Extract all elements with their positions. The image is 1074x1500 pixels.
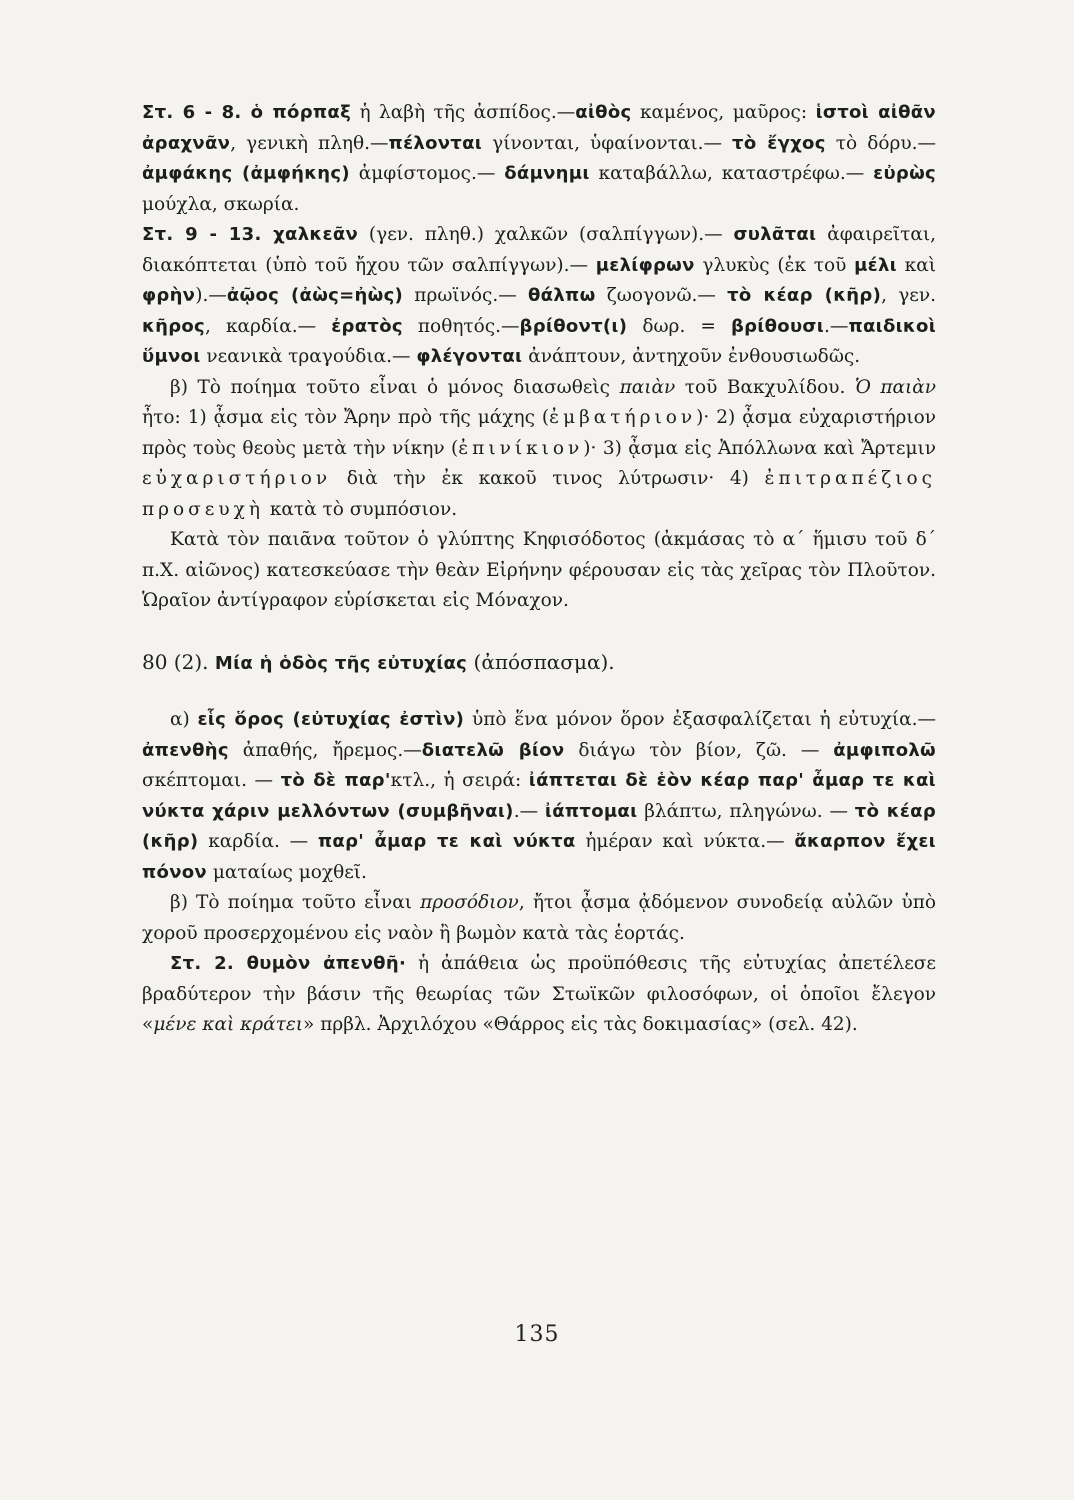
bold-term: συλᾶται <box>733 224 817 245</box>
bold-term: φλέγονται <box>416 346 523 367</box>
italic-term: παιὰν <box>619 376 676 398</box>
text-run: ἀφαιρεῖται, διακόπτεται (ὑπὸ τοῦ ἤχου τῶν σαλπίγγων).— <box>142 224 937 276</box>
text-run: πρωϊνός.— <box>403 285 529 306</box>
bold-term: ἀμφιπολῶ <box>833 739 936 761</box>
spaced-term: ἐπιτραπέζιος προσευχὴ <box>142 468 936 520</box>
text-run: νεανικὰ τραγούδια.— <box>200 346 417 367</box>
text-run: βλάπτω, πληγώνω. — <box>637 800 855 822</box>
paragraph-paian-types <box>142 373 936 526</box>
text-run: διὰ τὴν ἐκ κακοῦ τινος λύτρωσιν· 4) <box>331 468 765 489</box>
text-run: ἀνάπτουν, ἀντηχοῦν ἐνθουσιωδῶς. <box>522 346 861 367</box>
bold-term: τὸ ἔγχος <box>732 132 826 154</box>
bold-term: εὐρὼς <box>873 163 936 184</box>
bold-term: θάλπω <box>528 285 596 306</box>
bold-term: ἰάπτομαι <box>544 800 638 822</box>
italic-term: Ὁ παιὰν <box>854 376 937 398</box>
bold-term: τὸ κέαρ (κῆρ) <box>727 285 882 306</box>
bold-term: τὸ δὲ παρ' <box>280 770 391 791</box>
bold-term: πέλονται <box>388 132 483 154</box>
italic-term: μένε καὶ κράτει <box>153 1014 304 1035</box>
text-run: ποθητός.— <box>402 315 520 337</box>
text-run: (ἀπόσπασμα). <box>467 649 615 674</box>
text-run: α) <box>170 709 198 730</box>
bold-term: ἱστοὶ αἰθᾶν ἀραχνᾶν <box>142 102 936 154</box>
paragraph-kephisodotos <box>142 525 936 617</box>
text-run: » πρβλ. Ἀρχιλόχου «Θάρρος εἰς τὰς δοκιμασίας» (σελ. 42). <box>303 1014 858 1035</box>
text-run: ἦτο: 1) ᾆσμα εἰς τὸν Ἄρην πρὸ τῆς μάχης ( <box>142 407 550 428</box>
text-run: καὶ <box>896 254 936 276</box>
text-run: σκέπτομαι. — <box>142 770 281 791</box>
text-run: καταβάλλω, καταστρέφω.— <box>589 163 874 184</box>
spaced-term: εὐχαριστήριον <box>142 468 332 489</box>
bold-term: Στ. 9 - 13. χαλκεᾶν <box>142 224 359 245</box>
text-run: (γεν. πληθ.) χαλκῶν (σαλπίγγων).— <box>358 224 734 245</box>
bold-term: μελίφρων <box>595 254 695 276</box>
text-run: )· 2) ᾆσμα εὐχαριστήριον πρὸς τοὺς θεοὺς μετὰ τὴν νίκην ( <box>142 407 936 459</box>
bold-term: μέλι <box>854 254 897 276</box>
text-run: ὑπὸ ἕνα μόνον ὅρον ἐξασφαλίζεται ἡ εὐτυχία.— <box>464 709 936 730</box>
spaced-term: ἐμβατήριον <box>549 407 697 428</box>
paragraph-st9-13 <box>142 220 936 373</box>
text-run: , γενικὴ πληθ.— <box>230 132 389 154</box>
text-run: )· 3) ᾆσμα εἰς Ἀπόλλωνα καὶ Ἄρτεμιν <box>583 437 936 459</box>
bold-term: τὸ κέαρ (κῆρ) <box>142 800 936 852</box>
text-block <box>142 98 936 1041</box>
text-run: .— <box>824 315 849 337</box>
text-run: β) Τὸ ποίημα τοῦτο εἶναι ὁ μόνος διασωθεὶς <box>170 376 620 398</box>
text-run: Κατὰ τὸν παιᾶνα τοῦτον ὁ γλύπτης Κηφισόδοτος (ἀκμάσας τὸ α΄ ἥμισυ τοῦ δ΄ π.Χ. αἰῶνος) κατεσκεύασε τὴν θεὰν Εἰρήνην φέρουσαν εἰς τὰς χεῖρας τὸν Πλοῦτον. Ὡραῖον ἀντίγραφον εὑρίσκεται εἰς Μόναχον. <box>142 529 936 611</box>
page-number: 135 <box>514 1322 560 1347</box>
text-run: , καρδία.— <box>205 315 332 337</box>
text-run: καμένος, μαῦρος: <box>631 102 816 123</box>
paragraph-alpha <box>142 705 936 888</box>
bold-term: δάμνημι <box>504 163 590 184</box>
bold-term: ἀμφάκης (ἀμφήκης) <box>142 163 350 184</box>
text-run: τὸ δόρυ.— <box>825 132 936 154</box>
text-run: γίνονται, ὑφαίνονται.— <box>482 132 733 154</box>
text-run: τοῦ Βακχυλίδου. <box>675 376 855 398</box>
bold-term: Μία ἡ ὁδὸς τῆς εὐτυχίας <box>214 652 468 674</box>
bold-term: Στ. 6 - 8. ὁ πόρπαξ <box>142 102 352 123</box>
text-run: ἀπαθής, ἤρεμος.— <box>228 739 422 761</box>
bold-term: ἄκαρπον ἔχει πόνον <box>142 831 936 883</box>
text-run: ματαίως μοχθεῖ. <box>207 861 367 883</box>
text-run: β) Τὸ ποίημα τοῦτο εἶναι <box>170 892 421 913</box>
text-run: ἡμέραν καὶ νύκτα.— <box>575 831 795 852</box>
bold-term: φρὴν <box>142 285 196 306</box>
bold-term: Στ. 2. θυμὸν ἀπενθῆ· <box>170 953 407 974</box>
bold-term: ἀῷος (ἀὼς=ἠὼς) <box>226 285 404 306</box>
bold-term: διατελῶ βίον <box>421 739 565 761</box>
bold-term: παρ' ἆμαρ τε καὶ νύκτα <box>317 831 576 852</box>
text-run: , ἤτοι ᾆσμα ᾀδόμενον συνοδείᾳ αὐλῶν ὑπὸ χοροῦ προσερχομένου εἰς ναὸν ἢ βωμὸν κατὰ τὰς ἑορτάς. <box>142 892 936 944</box>
bold-term: ἰάπτεται δὲ ἑὸν κέαρ παρ' ἆμαρ τε καὶ νύκτα χάριν μελλόντων (συμβῆναι) <box>142 770 936 822</box>
text-run: διάγω τὸν βίον, ζῶ. — <box>564 739 834 761</box>
bold-term: βρίθοντ(ι) <box>519 315 628 337</box>
text-run: ἡ ἀπάθεια ὡς προϋπόθεσις τῆς εὐτυχίας ἀπετέλεσε βραδύτερον τὴν βάσιν τῆς θεωρίας τῶν Στωϊκῶν φιλοσόφων, οἱ ὁποῖοι ἔλεγον « <box>142 953 936 1035</box>
bold-term: κῆρος <box>142 315 206 337</box>
text-run: 80 (2). <box>142 649 215 674</box>
text-run: ἡ λαβὴ τῆς ἀσπίδος.— <box>351 102 576 123</box>
text-run: μούχλα, σκωρία. <box>142 193 300 215</box>
text-run: , γεν. <box>881 285 936 306</box>
text-run: δωρ. = <box>627 315 731 337</box>
text-run: κτλ., ἡ σειρά: <box>390 770 529 791</box>
bold-term: παιδικοὶ ὕμνοι <box>142 315 937 367</box>
paragraph-st6-8 <box>142 98 936 220</box>
paragraph-prosodion <box>142 888 936 949</box>
text-run: γλυκὺς (ἐκ τοῦ <box>694 254 855 276</box>
text-run: ἀμφίστομος.— <box>349 163 505 184</box>
spaced-term: ἐπινίκιον <box>458 437 584 459</box>
bold-term: αἰθὸς <box>575 102 632 123</box>
italic-term: προσόδιον <box>420 892 519 913</box>
text-run: .— <box>513 800 545 822</box>
bold-term: ἀπενθὴς <box>142 739 229 761</box>
section-heading <box>142 647 936 680</box>
paragraph-st2 <box>142 949 936 1041</box>
bold-term: βρίθουσι <box>730 315 825 337</box>
bold-term: ἐρατὸς <box>331 315 403 337</box>
text-run: ζωογονῶ.— <box>595 285 728 306</box>
bold-term: εἷς ὅρος (εὐτυχίας ἐστὶν) <box>197 709 465 730</box>
text-run: κατὰ τὸ συμπόσιον. <box>263 498 458 520</box>
text-run: καρδία. — <box>198 831 318 852</box>
text-run: ).— <box>195 285 227 306</box>
